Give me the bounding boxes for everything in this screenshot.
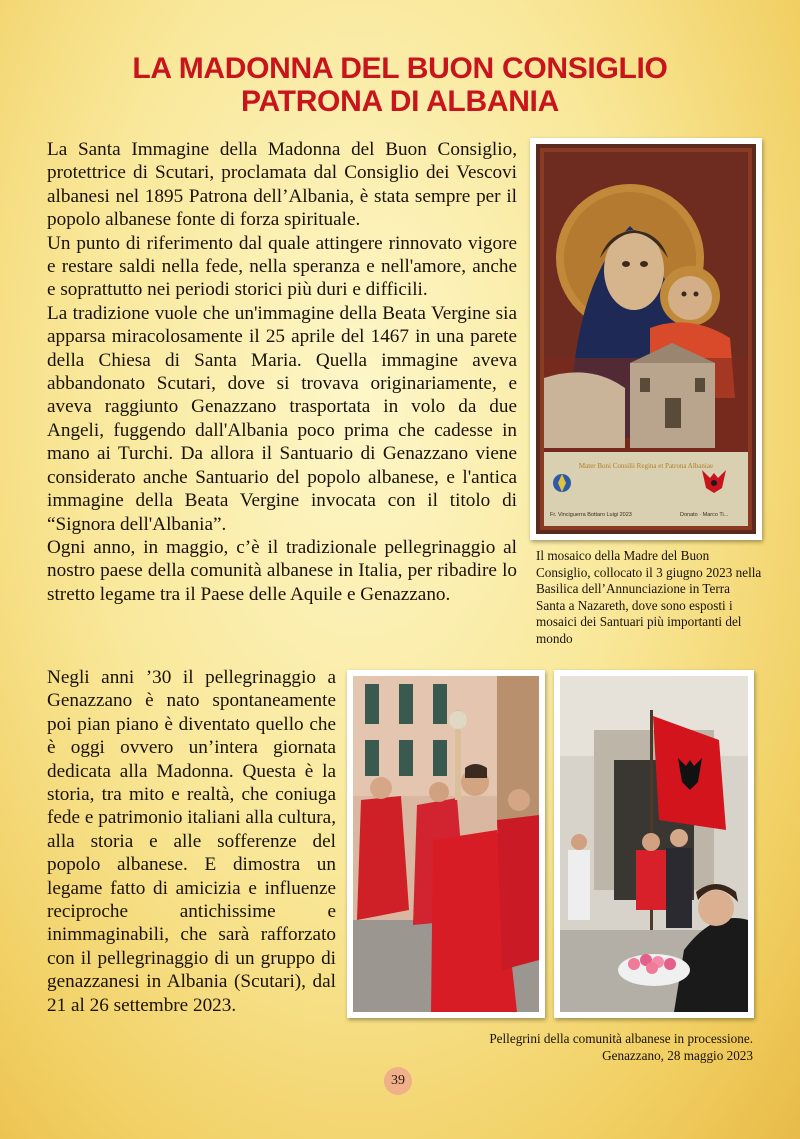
- article-body-top: [47, 138, 517, 606]
- page-title: [0, 52, 800, 118]
- procession-caption: [395, 1031, 753, 1064]
- paragraph-2: Un punto di riferimento dal quale attingere rinnovato vigore e restare saldi nella fede, nella speranza e nell'amore, anche e soprattutto nei periodi storici più duri e difficili.: [47, 232, 517, 301]
- title-line-1: LA MADONNA DEL BUON CONSIGLIO: [132, 52, 668, 85]
- title-line-2: PATRONA DI ALBANIA: [241, 85, 559, 118]
- mosaic-foot-left: Fr. Vinciguerra Bottaro Luigi 2023: [550, 512, 632, 518]
- paragraph-3: La tradizione vuole che un'immagine della Beata Vergine sia apparsa miracolosamente il 25 aprile del 1467 in una parete della Chiesa di Santa Maria. Quella immagine aveva abbandonato Scutari, dove si trovava originariamente, e aveva raggiunto Genazzano trasportata in volo da due Angeli, fuggendo dall'Albania poco prima che cadesse in mano ai Turchi. Da allora il Santuario di Genazzano viene considerato anche Santuario del popolo albanese, e l'antica immagine della Beata Vergine invocata con il titolo di “Signora dell'Albania”.: [47, 302, 517, 535]
- article-body-bottom: Negli anni ’30 il pellegrinaggio a Genazzano è nato spontaneamente poi pian piano è diventato quello che è oggi ovvero un’intera giornata dedicata alla Madonna. Questa è la storia, tra mito e realtà, che coniuga fede e patrimonio italiani alla cultura, alla storia e alle sofferenze del popolo albanese. E dimostra un legame fatto di amicizia e influenze reciproche antichissime e inimmaginabili, che sarà rafforzato con il pellegrinaggio di un gruppo di genazzanesi in Albania (Scutari), dal 21 al 26 settembre 2023.: [47, 667, 336, 1016]
- page-number: 39: [384, 1067, 412, 1095]
- mosaic-photo: [530, 138, 762, 540]
- procession-caption-line-1: Pellegrini della comunità albanese in processione.: [489, 1031, 753, 1046]
- mosaic-foot-right: Donato · Marco Ti...: [680, 512, 729, 518]
- procession-photo-left: [347, 670, 545, 1018]
- mosaic-inscription: Mater Boni Consilii Regina et Patrona Albaniae: [578, 462, 714, 470]
- paragraph-4: Ogni anno, in maggio, c’è il tradizionale pellegrinaggio al nostro paese della comunità albanese in Italia, per ribadire lo stretto legame tra il Paese delle Aquile e Genazzano.: [47, 536, 517, 605]
- paragraph-1: La Santa Immagine della Madonna del Buon Consiglio, protettrice di Scutari, proclamata dal Consiglio dei Vescovi albanesi nel 1895 Patrona dell’Albania, è stata sempre per il popolo albanese fonte di forza spirituale.: [47, 139, 517, 231]
- mosaic-caption: Il mosaico della Madre del Buon Consiglio, collocato il 3 giugno 2023 nella Basilica dell’Annunciazione in Terra Santa a Nazareth, dove sono esposti i mosaici dei Santuari più importanti del mondo: [536, 548, 762, 646]
- procession-photo-right: [554, 670, 754, 1018]
- procession-caption-line-2: Genazzano, 28 maggio 2023: [602, 1047, 753, 1063]
